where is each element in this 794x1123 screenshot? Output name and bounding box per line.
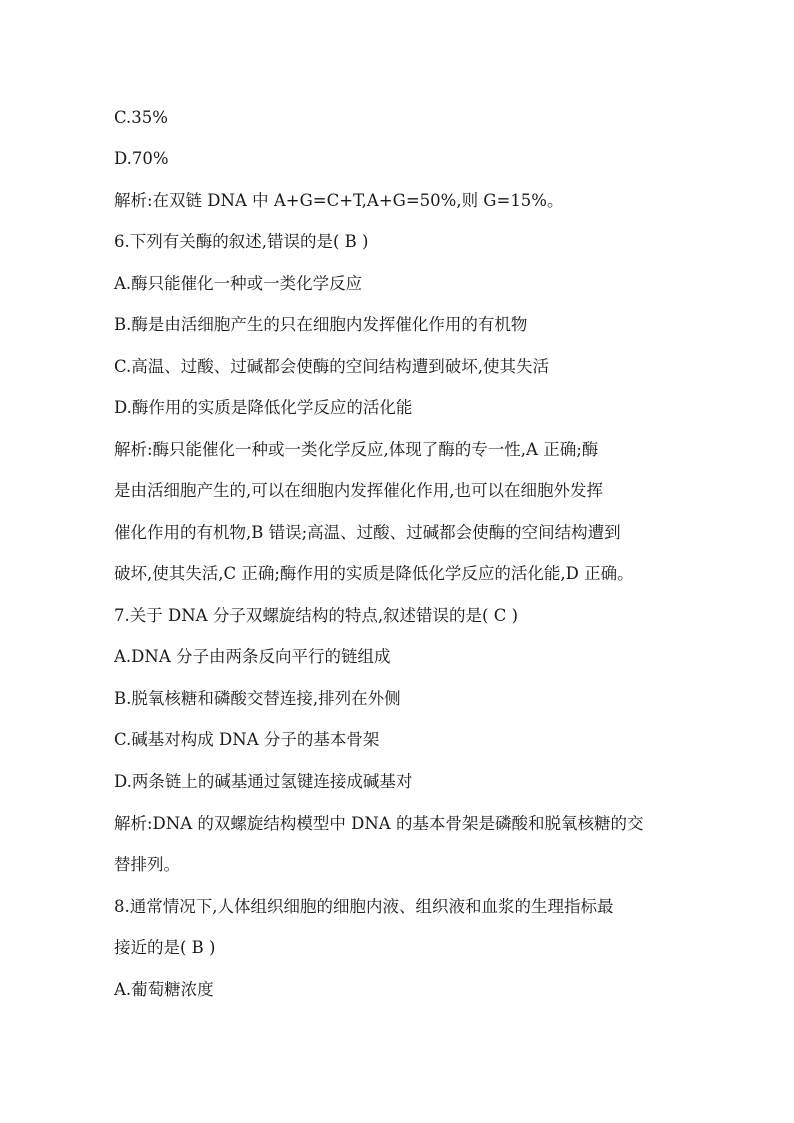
explanation-q5: 解析:在双链 DNA 中 A+G=C+T,A+G=50%,则 G=15%。 xyxy=(114,191,564,210)
option-d-q7: D.两条链上的碱基通过氢键连接成碱基对 xyxy=(114,772,413,791)
explanation-q7-line2: 替排列。 xyxy=(114,855,180,874)
option-c-q7: C.碱基对构成 DNA 分子的基本骨架 xyxy=(114,730,380,749)
question-7: 7.关于 DNA 分子双螺旋结构的特点,叙述错误的是( C ) xyxy=(114,606,519,625)
option-a-q8: A.葡萄糖浓度 xyxy=(114,980,214,999)
explanation-q6-line2: 是由活细胞产生的,可以在细胞内发挥催化作用,也可以在细胞外发挥 xyxy=(114,481,603,500)
option-b-q7: B.脱氧核糖和磷酸交替连接,排列在外侧 xyxy=(114,689,401,708)
question-8-line1: 8.通常情况下,人体组织细胞的细胞内液、组织液和血浆的生理指标最 xyxy=(114,897,614,916)
question-6: 6.下列有关酶的叙述,错误的是( B ) xyxy=(114,232,369,251)
question-8-line2: 接近的是( B ) xyxy=(114,938,216,957)
explanation-q6-line3: 催化作用的有机物,B 错误;高温、过酸、过碱都会使酶的空间结构遭到 xyxy=(114,523,621,542)
option-b-q6: B.酶是由活细胞产生的只在细胞内发挥催化作用的有机物 xyxy=(114,315,528,334)
option-d-q5: D.70% xyxy=(114,149,169,168)
option-d-q6: D.酶作用的实质是降低化学反应的活化能 xyxy=(114,398,413,417)
option-a-q6: A.酶只能催化一种或一类化学反应 xyxy=(114,274,363,293)
explanation-q6-line1: 解析:酶只能催化一种或一类化学反应,体现了酶的专一性,A 正确;酶 xyxy=(114,440,599,459)
explanation-q6-line4: 破坏,使其失活,C 正确;酶作用的实质是降低化学反应的活化能,D 正确。 xyxy=(114,564,634,583)
option-c-q6: C.高温、过酸、过碱都会使酶的空间结构遭到破坏,使其失活 xyxy=(114,357,550,376)
option-c-q5: C.35% xyxy=(114,108,168,127)
option-a-q7: A.DNA 分子由两条反向平行的链组成 xyxy=(114,647,391,666)
explanation-q7-line1: 解析:DNA 的双螺旋结构模型中 DNA 的基本骨架是磷酸和脱氧核糖的交 xyxy=(114,814,644,833)
